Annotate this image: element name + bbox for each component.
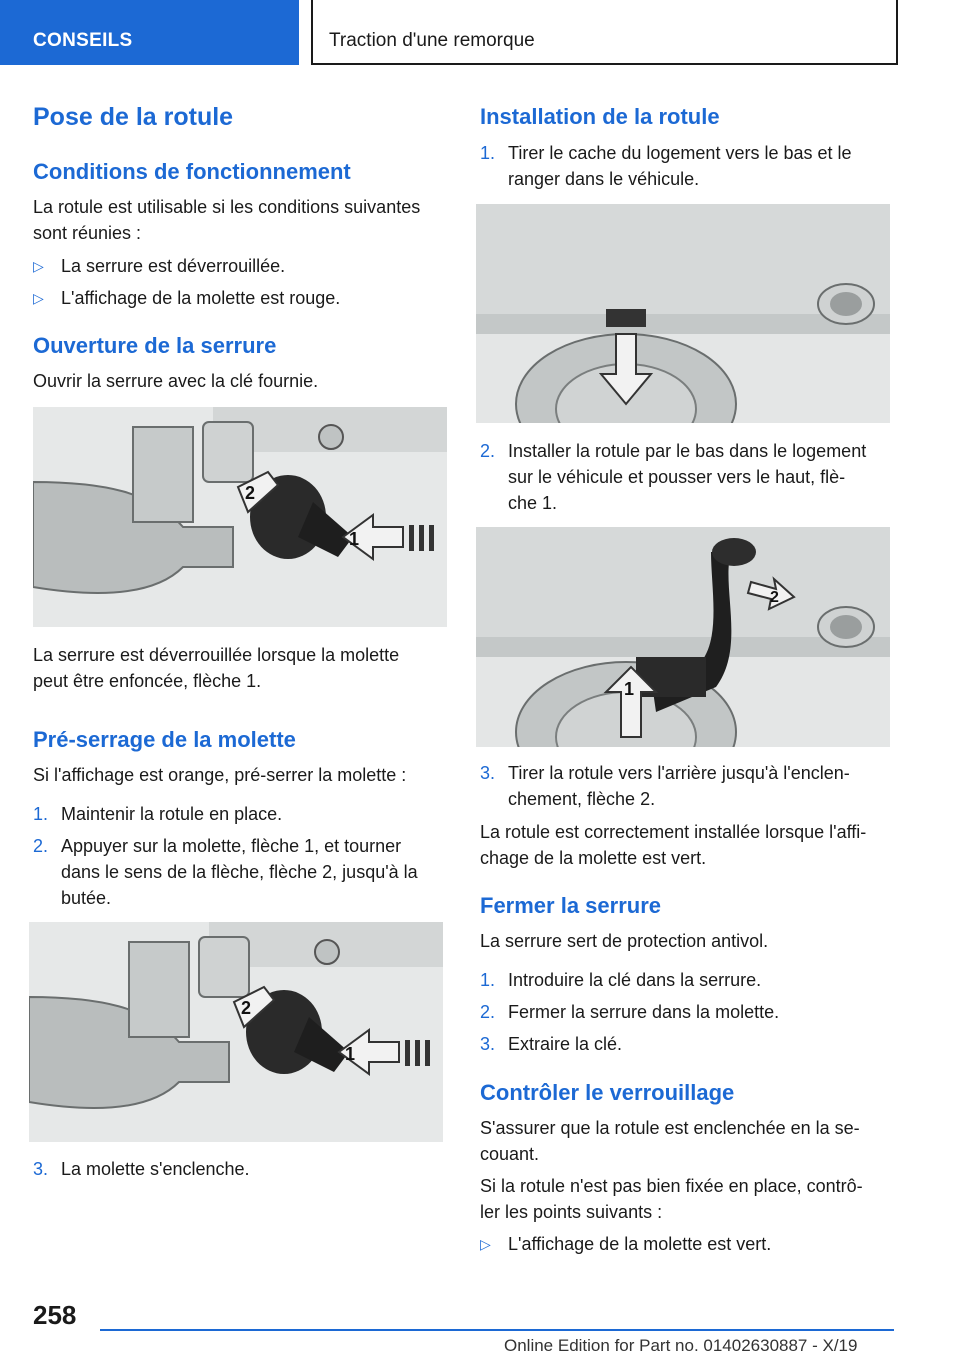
figure-lock-unlock bbox=[33, 407, 447, 627]
heading-conditions: Conditions de fonctionnement bbox=[33, 159, 351, 184]
conditions-intro-2: sont réunies : bbox=[33, 223, 142, 243]
list-item: ▷ L'affichage de la molette est rouge. bbox=[33, 285, 433, 311]
list-item: 2. Installer la rotule par le bas dans le logement sur le véhicule et pousser vers le haut, flè‑ che 1. bbox=[480, 441, 867, 513]
heading-ouverture: Ouverture de la serrure bbox=[33, 333, 277, 358]
preserrage-intro: Si l'affichage est orange, pré‑serrer la molette : bbox=[33, 765, 407, 785]
footer-divider bbox=[100, 1329, 894, 1331]
arrow-label-1: 1 bbox=[345, 1044, 356, 1064]
list-item: ▷ La serrure est déverrouillée. bbox=[33, 253, 433, 279]
arrow-label-2: 2 bbox=[241, 998, 252, 1018]
triangle-bullet-icon: ▷ bbox=[480, 1236, 491, 1252]
figure-cache-removal bbox=[476, 204, 890, 423]
triangle-bullet-icon: ▷ bbox=[33, 290, 44, 306]
controle-1-line-1: S'assurer que la rotule est enclenchée en la se‑ bbox=[480, 1118, 860, 1138]
conditions-intro-1: La rotule est utilisable si les conditions suivantes bbox=[33, 197, 421, 217]
heading-installation: Installation de la rotule bbox=[480, 104, 720, 129]
figure-rotule-install bbox=[476, 527, 890, 747]
arrow-label-1: 1 bbox=[624, 679, 635, 699]
list-item: 1. Tirer le cache du logement vers le bas et le ranger dans le véhicule. bbox=[480, 143, 852, 189]
controle-2-line-2: ler les points suivants : bbox=[480, 1202, 663, 1222]
heading-controle: Contrôler le verrouillage bbox=[480, 1080, 735, 1105]
page-number: 258 bbox=[33, 1300, 77, 1330]
footer-edition: Online Edition for Part no. 01402630887 - X/19 bbox=[504, 1336, 858, 1355]
arrow-label-1: 1 bbox=[349, 529, 360, 549]
ouverture-text: Ouvrir la serrure avec la clé fournie. bbox=[33, 371, 319, 391]
heading-fermer: Fermer la serrure bbox=[480, 893, 661, 918]
fermer-text: La serrure sert de protection antivol. bbox=[480, 931, 769, 951]
caption-1-line-1: La serrure est déverrouillée lorsque la molette bbox=[33, 645, 400, 665]
caption-1-line-2: peut être enfoncée, flèche 1. bbox=[33, 671, 262, 691]
figure-preserrage bbox=[29, 922, 443, 1142]
heading-pose: Pose de la rotule bbox=[33, 103, 234, 131]
install-result-1: La rotule est correctement installée lorsque l'affi‑ bbox=[480, 822, 867, 842]
list-item: 2. Fermer la serrure dans la molette. bbox=[480, 1002, 780, 1022]
section-tab[interactable] bbox=[0, 0, 299, 65]
arrow-label-2: 2 bbox=[770, 589, 779, 606]
page-header bbox=[311, 0, 898, 65]
controle-1-line-2: couant. bbox=[480, 1144, 540, 1164]
list-item: 3. La molette s'enclenche. bbox=[33, 1159, 250, 1179]
list-item: 1. Introduire la clé dans la serrure. bbox=[480, 970, 762, 990]
list-item: 3. Extraire la clé. bbox=[480, 1034, 623, 1054]
list-item: ▷ L'affichage de la molette est vert. bbox=[480, 1231, 900, 1257]
list-item: 1. Maintenir la rotule en place. bbox=[33, 804, 283, 824]
list-item: 3. Tirer la rotule vers l'arrière jusqu'à l'enclen‑ chement, flèche 2. bbox=[480, 763, 850, 809]
controle-2-line-1: Si la rotule n'est pas bien fixée en place, contrô‑ bbox=[480, 1176, 863, 1196]
list-item: 2. Appuyer sur la molette, flèche 1, et tourner dans le sens de la flèche, flèche 2, jusqu'à la butée. bbox=[33, 836, 418, 908]
arrow-label-2: 2 bbox=[245, 483, 256, 503]
page-header-title: Traction d'une remorque bbox=[329, 30, 535, 51]
section-label: CONSEILS bbox=[33, 30, 133, 51]
heading-preserrage: Pré‑serrage de la molette bbox=[33, 727, 296, 752]
install-result-2: chage de la molette est vert. bbox=[480, 848, 707, 868]
triangle-bullet-icon: ▷ bbox=[33, 258, 44, 274]
